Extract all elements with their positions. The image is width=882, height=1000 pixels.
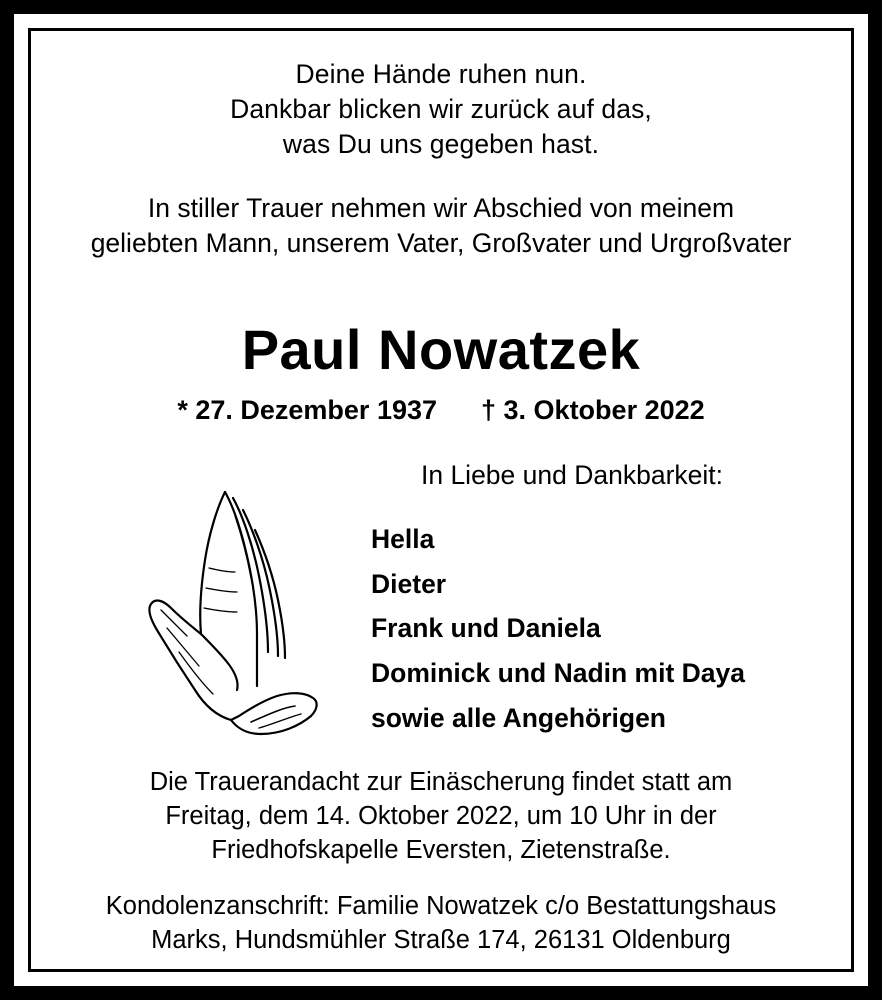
death-date: † 3. Oktober 2022 [481,395,705,426]
deceased-name: Paul Nowatzek [241,317,641,381]
service-line-3: Friedhofskapelle Eversten, Zietenstraße. [211,836,671,865]
verse-line-3: was Du uns gegeben hast. [282,129,600,160]
obituary-inner-border [28,28,854,972]
family-block [351,460,813,740]
family-intro: In Liebe und Dankbarkeit: [420,460,723,491]
verse-line-1: Deine Hände ruhen nun. [295,59,587,89]
life-dates [59,395,823,426]
list-item: Hella [371,524,435,555]
condolence-line-2: Marks, Hundsmühler Straße 174, 26131 Oldenburg [151,926,731,955]
birth-date: * 27. Dezember 1937 [177,395,438,426]
verse-line-2: Dankbar blicken wir zurück auf das, [230,94,652,125]
condolence-line-1: Kondolenzanschrift: Familie Nowatzek c/o Bestattungshaus [105,892,777,921]
family-list [351,517,813,740]
service-details [59,766,823,868]
obituary-content [31,31,851,969]
list-item: Dieter [371,568,447,599]
announcement-text [59,191,823,261]
service-line-1: Die Trauerandacht zur Einäscherung findet statt am [149,768,733,797]
memorial-verse [59,57,823,163]
announcement-line-1: In stiller Trauer nehmen wir Abschied von meinem [147,192,735,223]
condolence-address [59,890,823,958]
praying-hands-icon [121,476,331,746]
list-item: sowie alle Angehörigen [371,702,666,733]
service-line-2: Freitag, dem 14. Oktober 2022, um 10 Uhr in der [165,802,717,831]
list-item: Dominick und Nadin mit Daya [371,657,746,688]
middle-section [59,460,823,750]
list-item: Frank und Daniela [371,613,601,644]
announcement-line-2: geliebten Mann, unserem Vater, Großvater und Urgroßvater [90,227,792,258]
